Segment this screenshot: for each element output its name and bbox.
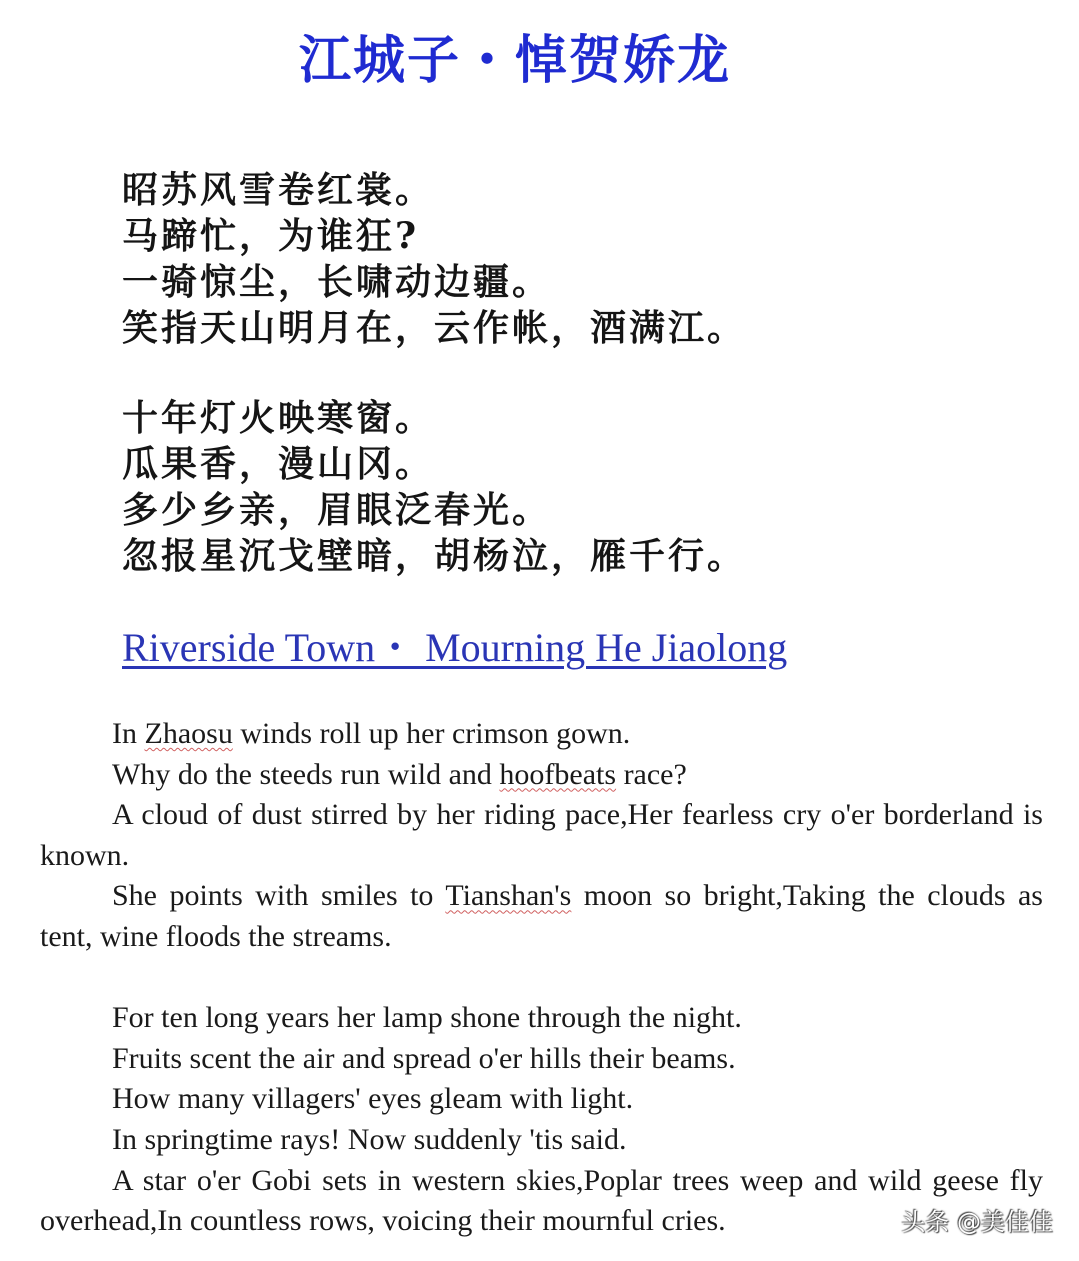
- english-line: In Zhaosu winds roll up her crimson gown.: [112, 717, 631, 750]
- chinese-line: 十年灯火映寒窗。: [122, 397, 435, 439]
- english-line: Why do the steeds run wild and hoofbeats race?: [112, 757, 687, 791]
- english-line: A cloud of dust stirred by her riding pace,Her fearless cry o'er borderland is known.: [40, 798, 1043, 872]
- english-poem-body: [40, 714, 1043, 1242]
- spellcheck-word: Tianshan's: [445, 879, 572, 913]
- english-title: Riverside Town・ Mourning He Jiaolong: [122, 625, 788, 670]
- chinese-title: 江城子・悼贺娇龙: [298, 30, 731, 91]
- chinese-line: 瓜果香，漫山冈。: [122, 443, 435, 485]
- english-line: For ten long years her lamp shone through the night.: [112, 1001, 742, 1035]
- stanza-gap: [40, 958, 1043, 999]
- chinese-line: 笑指天山明月在，云作帐，酒满江。: [122, 307, 747, 349]
- chinese-stanza-1: [122, 167, 842, 351]
- spellcheck-word: hoofbeats: [499, 757, 617, 791]
- chinese-line: 马蹄忙，为谁狂?: [122, 215, 420, 257]
- english-line: A star o'er Gobi sets in western skies,Poplar trees weep and wild geese fly overhead,In countless rows, voicing their mournful cries.: [40, 1163, 1043, 1238]
- english-line: Fruits scent the air and spread o'er hills their beams.: [112, 1041, 736, 1075]
- chinese-stanza-2: [122, 395, 842, 579]
- english-line: In springtime rays! Now suddenly 'tis said.: [112, 1122, 627, 1156]
- english-line: How many villagers' eyes gleam with light.: [112, 1082, 634, 1116]
- english-line: She points with smiles to Tianshan's moon so bright,Taking the clouds as tent, wine floods the streams.: [40, 879, 1043, 953]
- chinese-line: 昭苏风雪卷红裳。: [122, 169, 435, 211]
- chinese-line: 一骑惊尘，长啸动边疆。: [122, 261, 552, 303]
- chinese-line: 多少乡亲，眉眼泛春光。: [122, 489, 552, 531]
- spellcheck-word: Zhaosu: [144, 717, 233, 750]
- watermark: 头条 @美佳佳: [901, 1208, 1053, 1236]
- chinese-line: 忽报星沉戈壁暗，胡杨泣，雁千行。: [122, 535, 747, 577]
